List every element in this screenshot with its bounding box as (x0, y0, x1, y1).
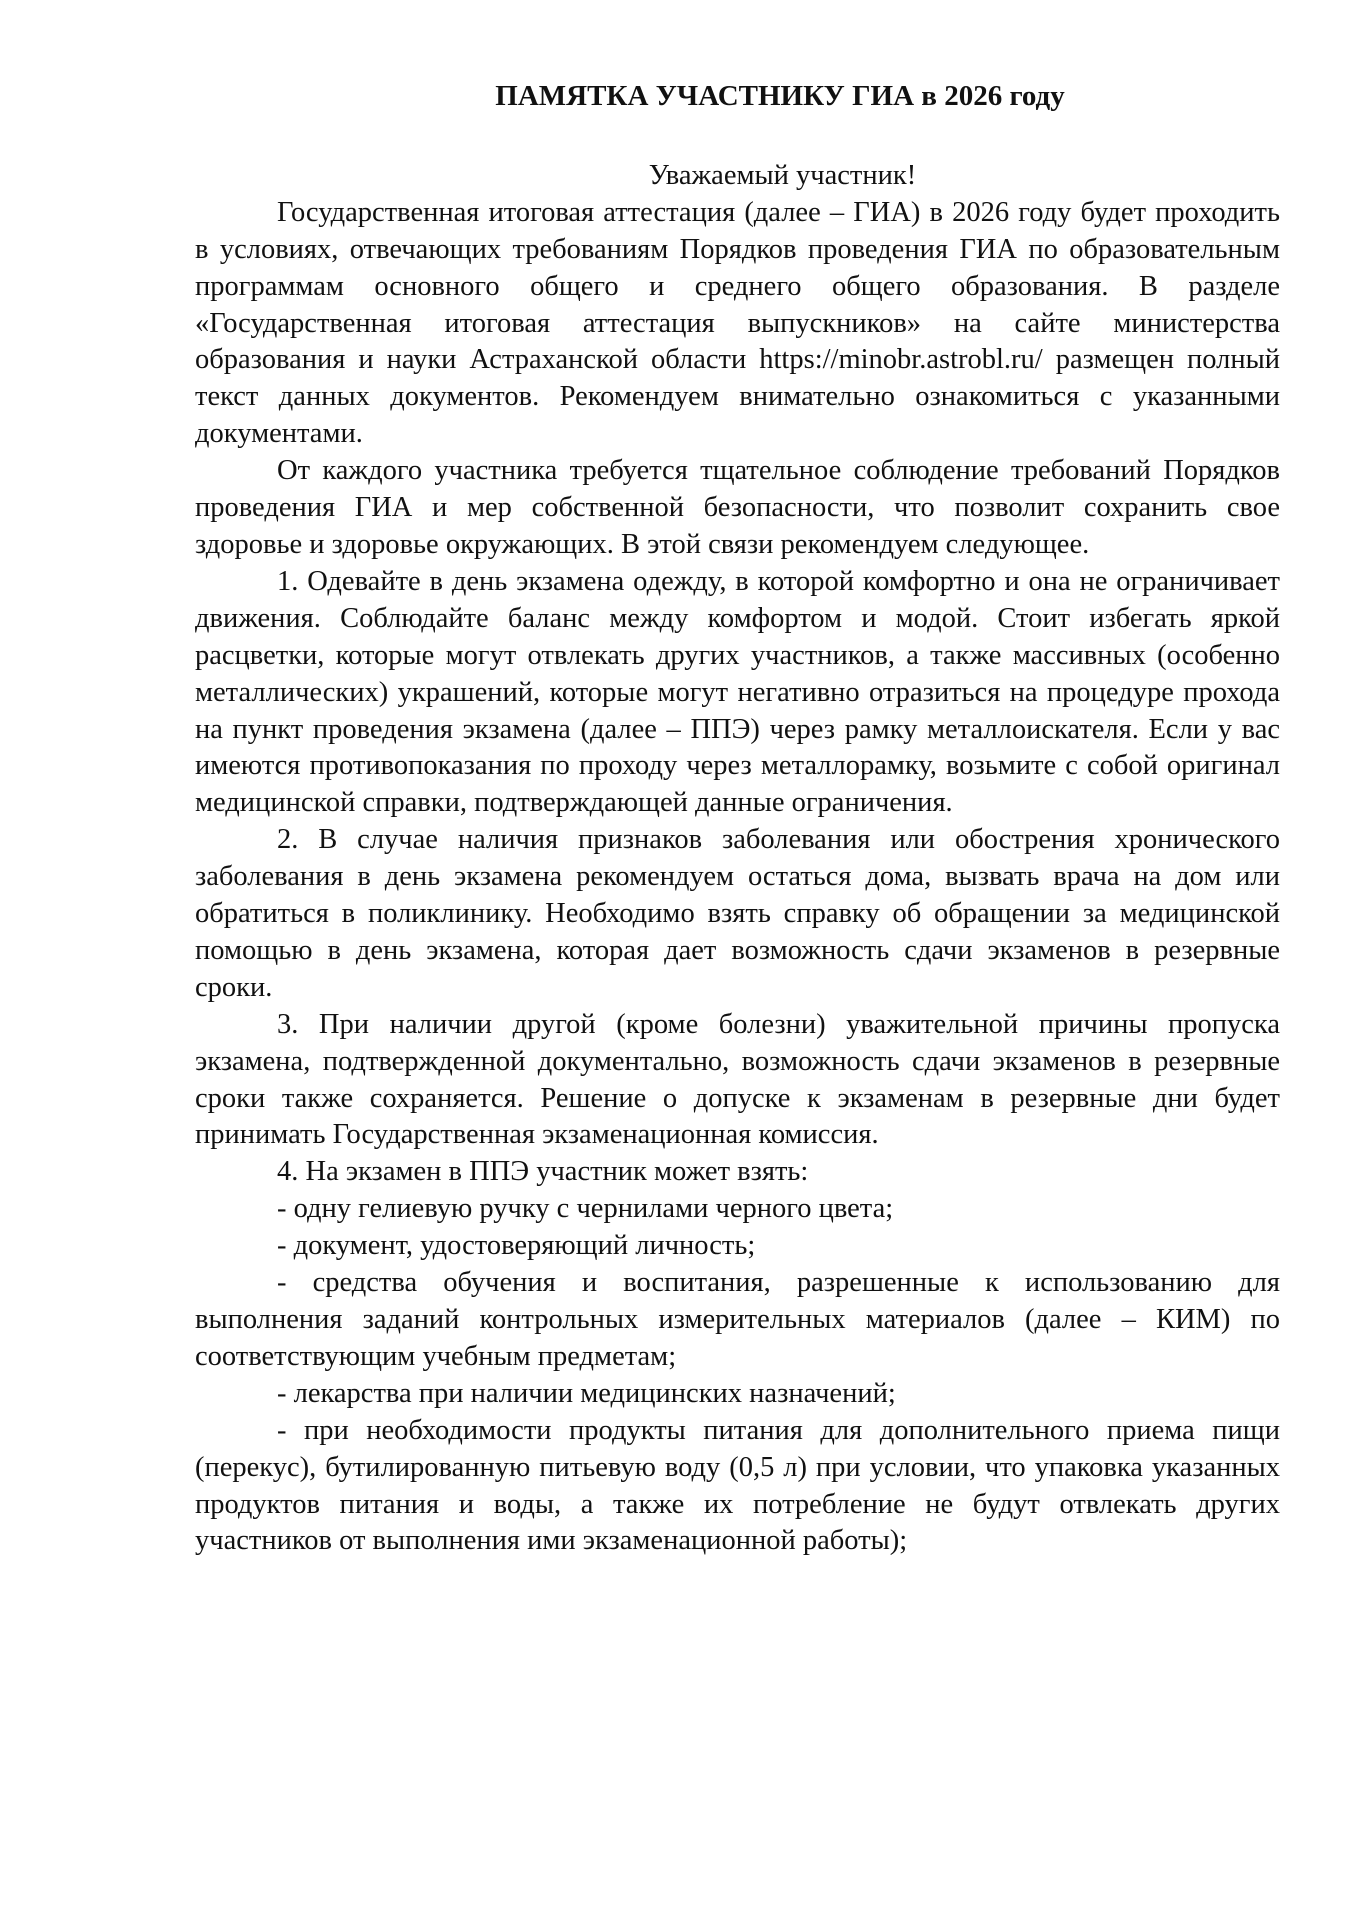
paragraph-item-2-illness: 2. В случае наличия признаков заболевания или обострения хронического заболевания в день экзамена рекомендуем остаться дома, вызвать врача на дом или обратиться в поликлинику. Необходимо взять справку об обращении за медицинской помощью в день экзамена, которая дает возможность сдачи экзаменов в резервные сроки. (195, 824, 1280, 1003)
list-item-study-aids: - средства обучения и воспитания, разрешенные к использованию для выполнения заданий контрольных измерительных материалов (далее – КИМ) по соответствующим учебным предметам; (195, 1267, 1280, 1372)
paragraph-intro: Государственная итоговая аттестация (далее – ГИА) в 2026 году будет проходить в условиях, отвечающих требованиям Порядков проведения ГИА по образовательным программам основного общего и среднего общего образования. В разделе «Государственная итоговая аттестация выпускников» на сайте министерства образования и науки Астраханской области https://minobr.astrobl.ru/ размещен полный текст данных документов. Рекомендуем внимательно ознакомиться с указанными документами. (195, 196, 1280, 450)
greeting: Уважаемый участник! (648, 159, 917, 191)
list-item-food-water: - при необходимости продукты питания для дополнительного приема пищи (перекус), бутилированную питьевую воду (0,5 л) при условии, что упаковка указанных продуктов питания и воды, а также их потребление не будут отвлекать других участников от выполнения ими экзаменационной работы); (195, 1414, 1280, 1557)
document-page (195, 78, 1280, 1560)
document-title: ПАМЯТКА УЧАСТНИКУ ГИА в 2026 году (495, 80, 1065, 112)
paragraph-requirements: От каждого участника требуется тщательное соблюдение требований Порядков проведения ГИА и мер собственной безопасности, что позволит сохранить свое здоровье и здоровье окружающих. В этой связи рекомендуем следующее. (195, 455, 1280, 560)
paragraph-item-3-other-reason: 3. При наличии другой (кроме болезни) уважительной причины пропуска экзамена, подтвержденной документально, возможность сдачи экзаменов в резервные сроки также сохраняется. Решение о допуске к экзаменам в резервные дни будет принимать Государственная экзаменационная комиссия. (195, 1008, 1280, 1151)
paragraph-item-4-allowed: 4. На экзамен в ППЭ участник может взять: (277, 1156, 809, 1188)
paragraph-item-1-clothing: 1. Одевайте в день экзамена одежду, в которой комфортно и она не ограничивает движения. Соблюдайте баланс между комфортом и модой. Стоит избегать яркой расцветки, которые могут отвлекать других участников, а также массивных (особенно металлических) украшений, которые могут негативно отразиться на процедуре прохода на пункт проведения экзамена (далее – ППЭ) через рамку металлоискателя. Если у вас имеются противопоказания по проходу через металлорамку, возьмите с собой оригинал медицинской справки, подтверждающей данные ограничения. (195, 565, 1280, 819)
list-item-pen: - одну гелиевую ручку с чернилами черного цвета; (277, 1193, 894, 1225)
list-item-id-document: - документ, удостоверяющий личность; (277, 1230, 756, 1262)
list-item-medicine: - лекарства при наличии медицинских назначений; (277, 1377, 896, 1409)
